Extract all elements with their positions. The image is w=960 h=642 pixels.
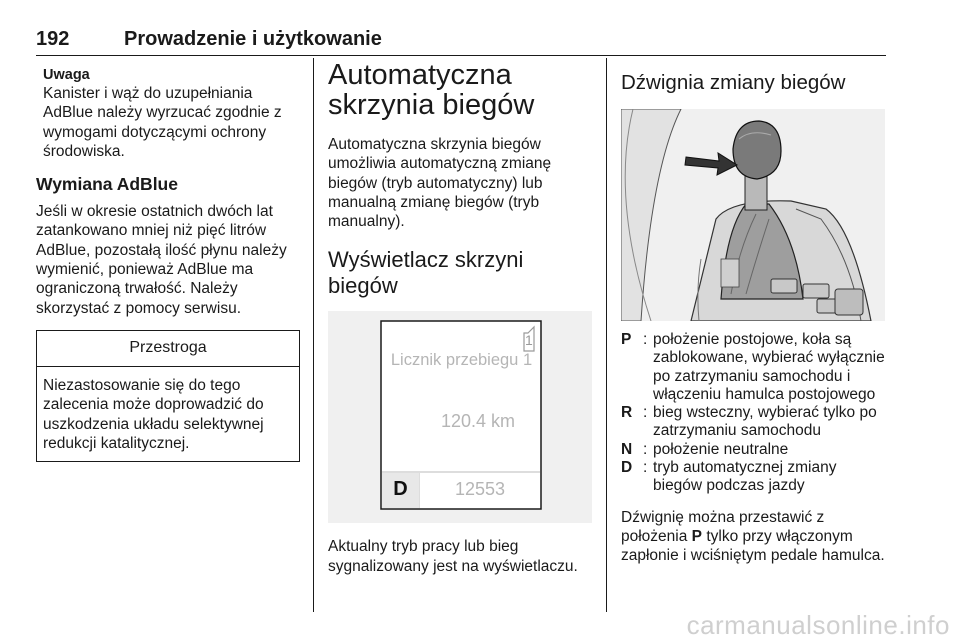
- note-text: Kanister i wąż do uzupełniania AdBlue należy wyrzucać zgodnie z wymogami dotyczącymi ochrony środowiska.: [43, 85, 282, 160]
- position-key: P: [621, 331, 632, 348]
- column-3: [621, 60, 887, 566]
- list-item: P : położenie postojowe, koła są zablokowane, wybierać wyłącznie po zatrzymaniu samochodu i włączeniu hamulca postojowego: [621, 331, 887, 404]
- gear-indicator: D: [393, 478, 408, 501]
- position-key: D: [621, 459, 633, 477]
- warning-box: [36, 330, 300, 462]
- adblue-paragraph: Jeśli w okresie ostatnich dwóch lat zatankowano mniej niż pięć litrów AdBlue, pozostałą ilość płynu należy wymienić, ponieważ AdBlue ma ograniczoną trwałość. Należy skorzystać z pomocy serwisu.: [36, 203, 287, 317]
- chapter-title: Prowadzenie i użytkowanie: [124, 28, 382, 50]
- watermark: carmanualsonline.info: [686, 610, 950, 640]
- note-title: Uwaga: [43, 67, 90, 83]
- page-header: [36, 26, 886, 56]
- paragraph-key: P: [691, 527, 703, 545]
- gear-lever-paragraph: [621, 508, 887, 566]
- trip-meter-value: 120.4 km: [440, 411, 516, 432]
- display-corner-number: 1: [525, 332, 533, 349]
- position-key: N: [621, 440, 633, 458]
- subsection-heading-display: Wyświetlacz skrzyni biegów: [328, 247, 524, 299]
- position-description: tryb automatycznej zmiany biegów podczas jazdy: [653, 459, 837, 495]
- list-item: R : bieg wsteczny, wybierać tylko po zatrzymaniu samochodu: [621, 404, 887, 441]
- list-item: N : położenie neutralne: [621, 441, 887, 459]
- section-heading-gearbox: Automatyczna skrzynia biegów: [328, 59, 535, 121]
- odometer-value: 12553: [454, 479, 506, 500]
- position-description: bieg wsteczny, wybierać tylko po zatrzymaniu samochodu: [653, 404, 877, 440]
- gearbox-display-illustration: [328, 311, 592, 523]
- section-heading-gear-lever: Dźwignia zmiany biegów: [621, 71, 846, 94]
- list-item: D : tryb automatycznej zmiany biegów podczas jazdy: [621, 459, 887, 496]
- paragraph-part: Dźwignię można przestawić z położenia: [621, 508, 825, 545]
- position-key: R: [621, 404, 633, 422]
- column-1: [36, 60, 300, 462]
- position-description: położenie neutralne: [653, 440, 789, 458]
- column-divider: [313, 58, 314, 612]
- gearbox-paragraph: Automatyczna skrzynia biegów umożliwia automatyczną zmianę biegów (tryb automatyczny) lub manualną zmianę biegów (tryb manualny).: [328, 136, 552, 231]
- section-heading-adblue: Wymiana AdBlue: [36, 174, 178, 195]
- gear-positions-list: [621, 331, 887, 496]
- page-number: 192: [36, 28, 70, 50]
- arrow-icon: [685, 153, 737, 175]
- position-description: położenie postojowe, koła są zablokowane, wybierać wyłącznie po zatrzymaniu samochodu i włączeniu hamulca postojowego: [653, 331, 885, 403]
- paragraph-part: tylko przy włączonym zapłonie i wciśniętym pedale hamulca.: [621, 527, 885, 565]
- column-divider: [606, 58, 607, 612]
- display-caption: Aktualny tryb pracy lub bieg sygnalizowany jest na wyświetlaczu.: [328, 538, 578, 575]
- gear-lever-illustration: [621, 109, 885, 321]
- column-2: [328, 60, 592, 576]
- warning-title: Przestroga: [37, 331, 299, 367]
- warning-text: Niezastosowanie się do tego zalecenia może doprowadzić do uszkodzenia układu selektywnej redukcji katalitycznej.: [43, 376, 264, 452]
- trip-meter-label: Licznik przebiegu 1: [390, 351, 533, 370]
